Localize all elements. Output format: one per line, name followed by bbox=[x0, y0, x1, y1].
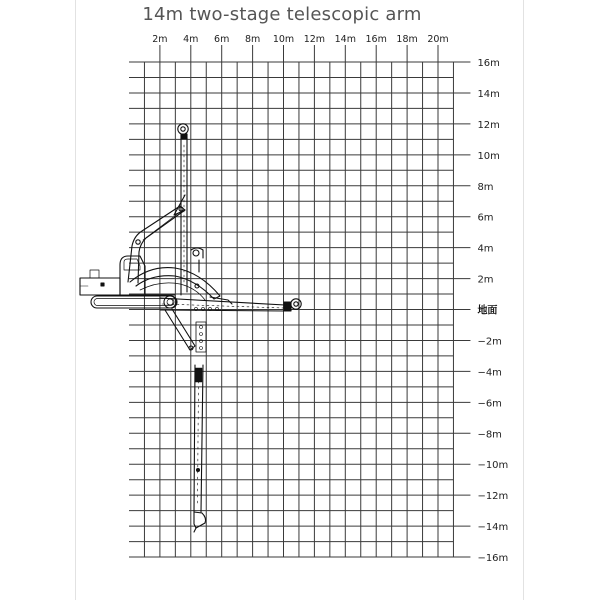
y-axis-tick-label: 2m bbox=[477, 274, 494, 286]
y-axis-labels bbox=[477, 58, 508, 564]
y-axis-tick-label: −6m bbox=[477, 398, 502, 410]
x-axis-labels bbox=[152, 34, 448, 45]
y-axis-tick-label: 12m bbox=[477, 119, 500, 131]
x-axis-tick-label: 20m bbox=[427, 34, 449, 45]
y-axis-tick-label: −10m bbox=[477, 460, 509, 472]
x-axis-tick-label: 6m bbox=[214, 34, 230, 45]
x-axis-tick-label: 14m bbox=[334, 34, 356, 45]
diagram-title: 14m two-stage telescopic arm bbox=[142, 4, 422, 25]
x-axis-tick-label: 10m bbox=[272, 34, 295, 45]
y-axis-tick-label: −16m bbox=[477, 553, 509, 565]
ground-level-label: 地面 bbox=[477, 305, 498, 317]
y-axis-tick-label: −2m bbox=[477, 336, 502, 348]
y-axis-tick-label: −14m bbox=[477, 522, 509, 534]
x-axis-tick-label: 18m bbox=[396, 34, 418, 45]
x-axis-tick-label: 2m bbox=[152, 34, 168, 45]
y-axis-tick-label: 6m bbox=[477, 212, 494, 224]
pose-max-reach bbox=[130, 268, 301, 311]
y-axis-tick-label: −12m bbox=[477, 491, 509, 503]
y-axis-tick-label: 4m bbox=[477, 243, 494, 255]
pose-max-height bbox=[128, 124, 203, 295]
y-axis-tick-label: 10m bbox=[477, 150, 500, 162]
y-axis-tick-label: −8m bbox=[477, 429, 502, 441]
y-axis-tick-label: 14m bbox=[477, 88, 500, 100]
x-axis-tick-label: 8m bbox=[244, 34, 261, 45]
y-axis-tick-label: 16m bbox=[477, 58, 500, 69]
pose-max-depth bbox=[165, 309, 206, 532]
x-axis-tick-label: 12m bbox=[303, 34, 326, 45]
y-axis-tick-label: 8m bbox=[477, 181, 494, 193]
x-axis-tick-label: 4m bbox=[183, 34, 199, 45]
x-axis-tick-label: 16m bbox=[365, 34, 387, 45]
machine-body bbox=[80, 256, 175, 295]
y-axis-tick-label: −4m bbox=[477, 367, 502, 379]
